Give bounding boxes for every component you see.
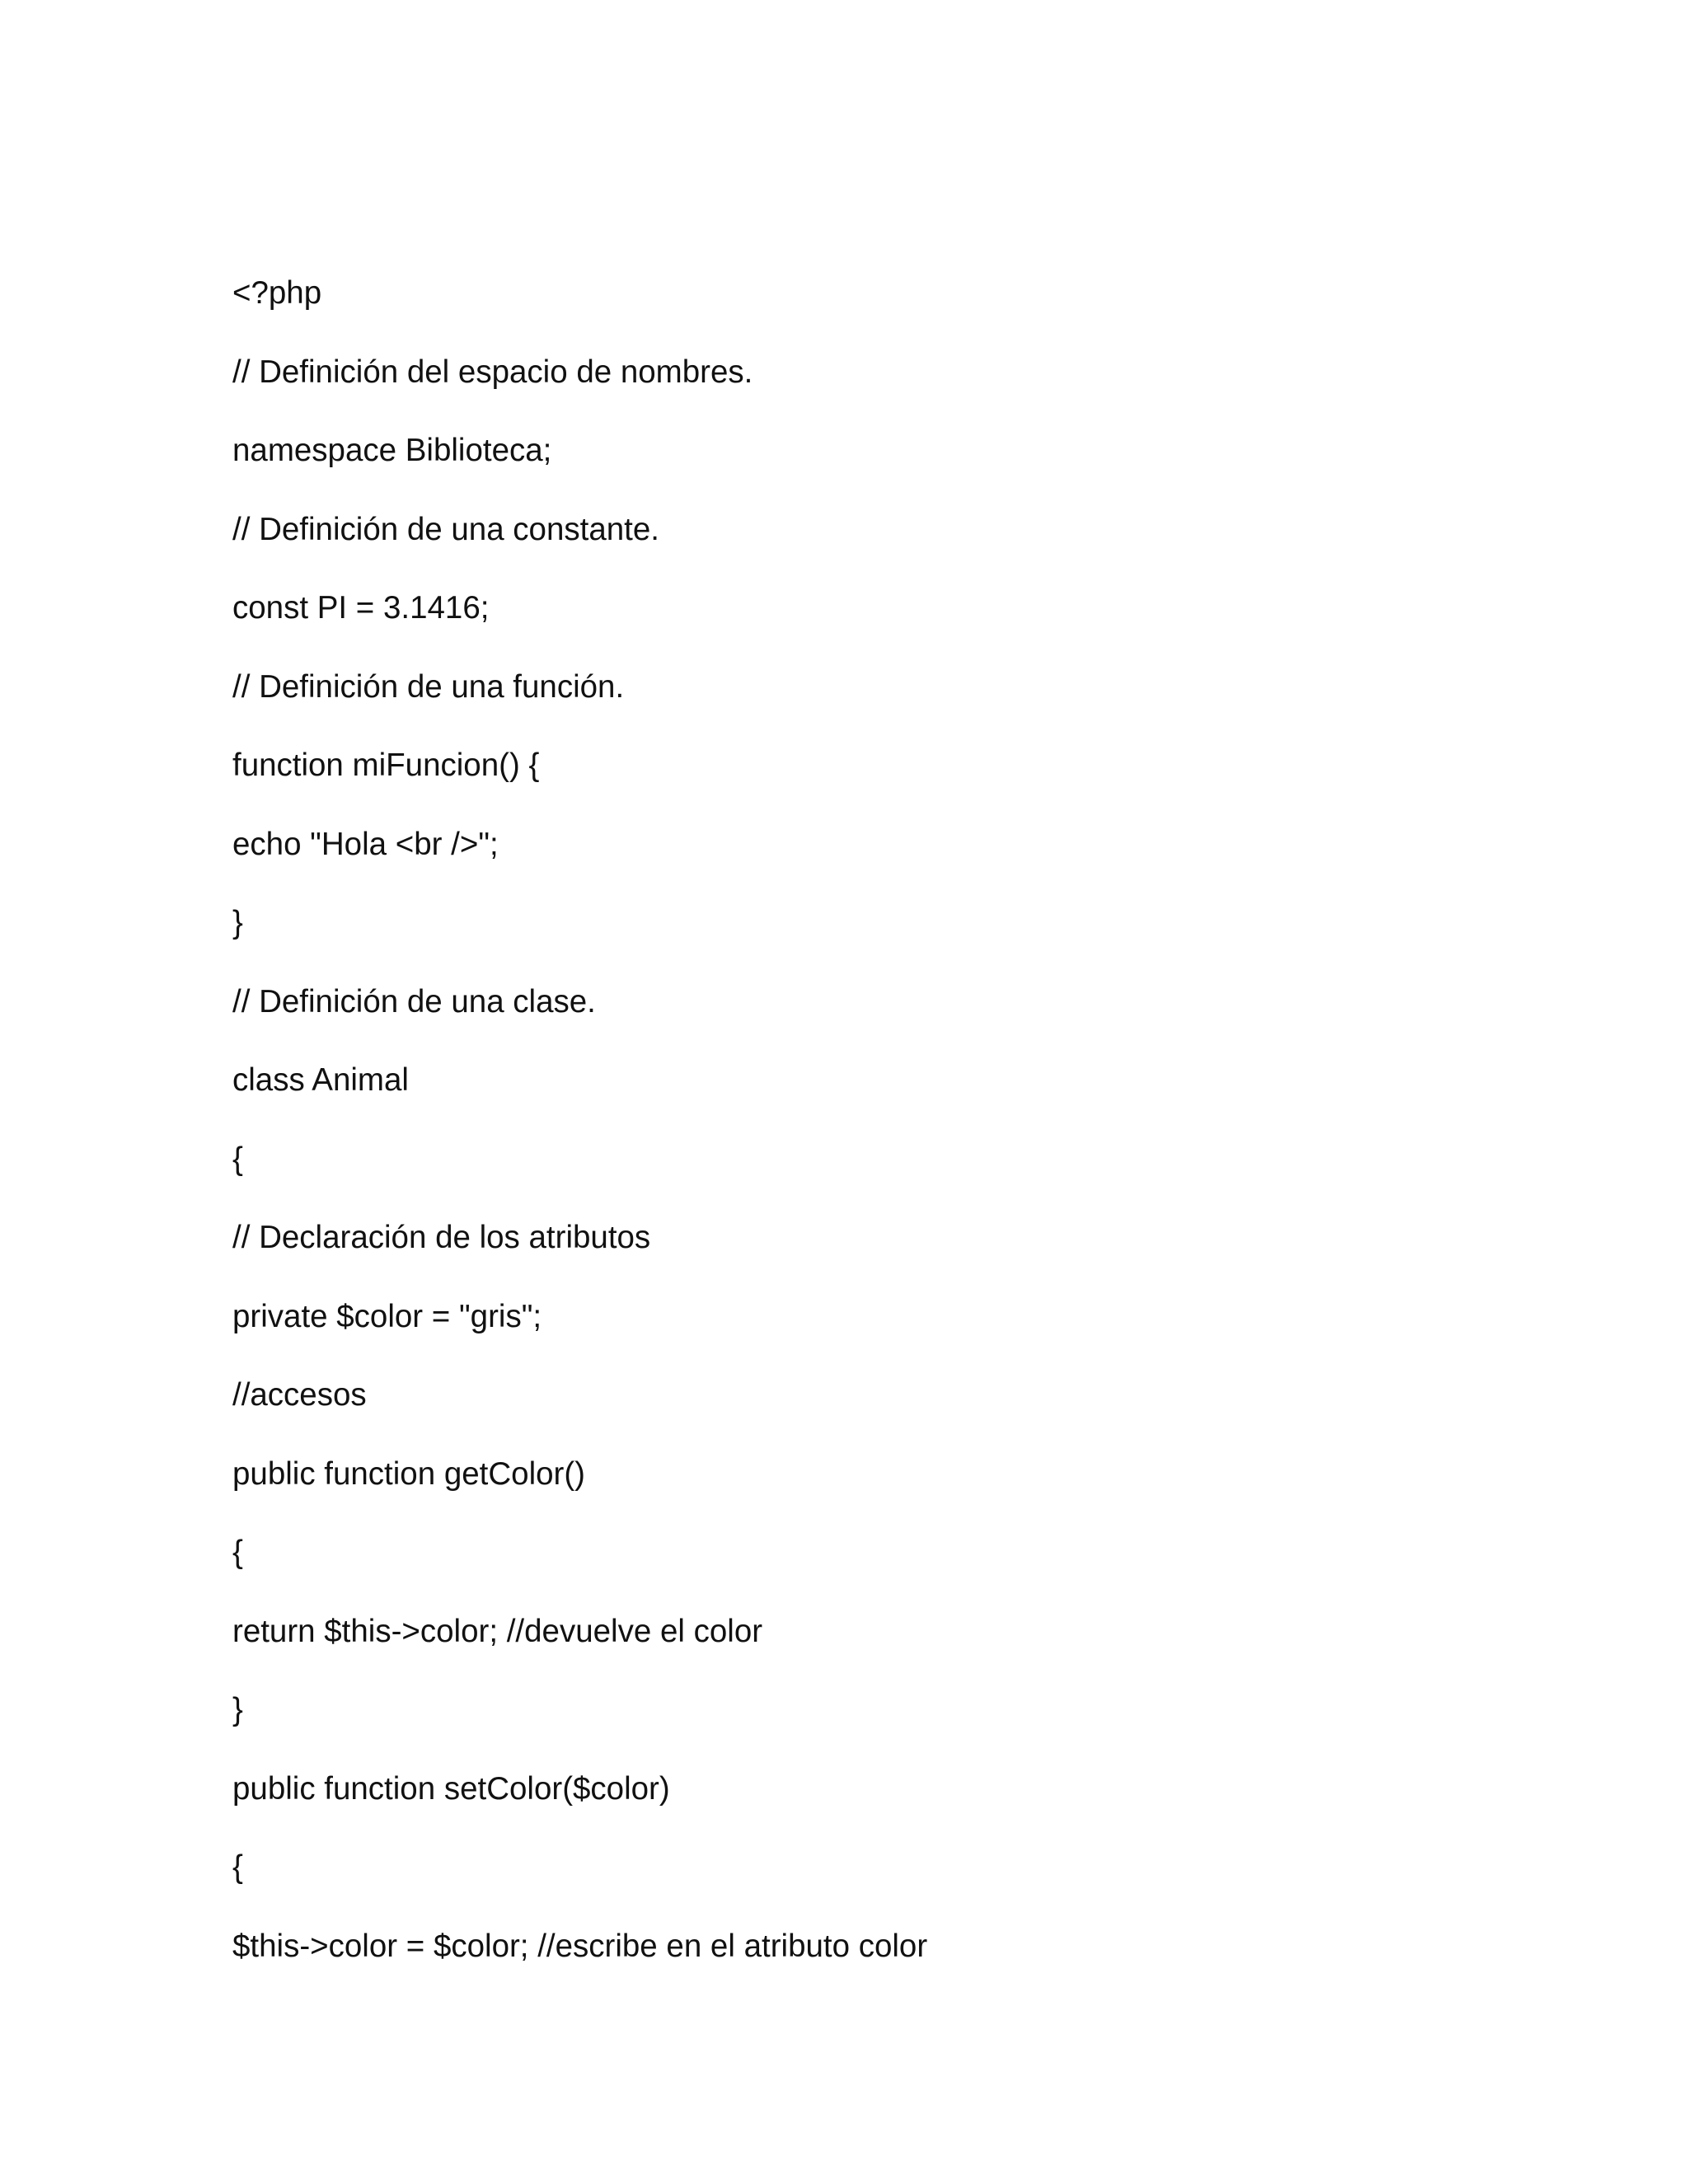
- code-line: // Definición del espacio de nombres.: [232, 354, 753, 390]
- code-line: // Definición de una clase.: [232, 983, 596, 1019]
- code-line: private $color = "gris";: [232, 1298, 542, 1334]
- code-line: class Animal: [232, 1062, 409, 1098]
- code-line: {: [232, 1849, 243, 1885]
- code-line: }: [232, 1692, 243, 1727]
- code-line: function miFuncion() {: [232, 748, 540, 783]
- code-line: {: [232, 1535, 243, 1570]
- code-line: public function setColor($color): [232, 1770, 670, 1807]
- code-line: const PI = 3.1416;: [232, 590, 490, 626]
- code-line: }: [232, 905, 243, 940]
- code-line: public function getColor(): [232, 1455, 585, 1492]
- code-line: {: [232, 1141, 243, 1177]
- code-line: $this->color = $color; //escribe en el atributo color: [232, 1928, 928, 1964]
- code-line: // Definición de una constante.: [232, 511, 659, 547]
- code-line: <?php: [232, 275, 322, 311]
- code-line: return $this->color; //devuelve el color: [232, 1613, 763, 1649]
- code-listing: [232, 264, 927, 1995]
- code-line: //accesos: [232, 1377, 367, 1413]
- code-line: // Declaración de los atributos: [232, 1220, 651, 1255]
- code-line: namespace Biblioteca;: [232, 433, 552, 468]
- code-line: echo "Hola <br />";: [232, 826, 499, 862]
- code-line: // Definición de una función.: [232, 668, 625, 705]
